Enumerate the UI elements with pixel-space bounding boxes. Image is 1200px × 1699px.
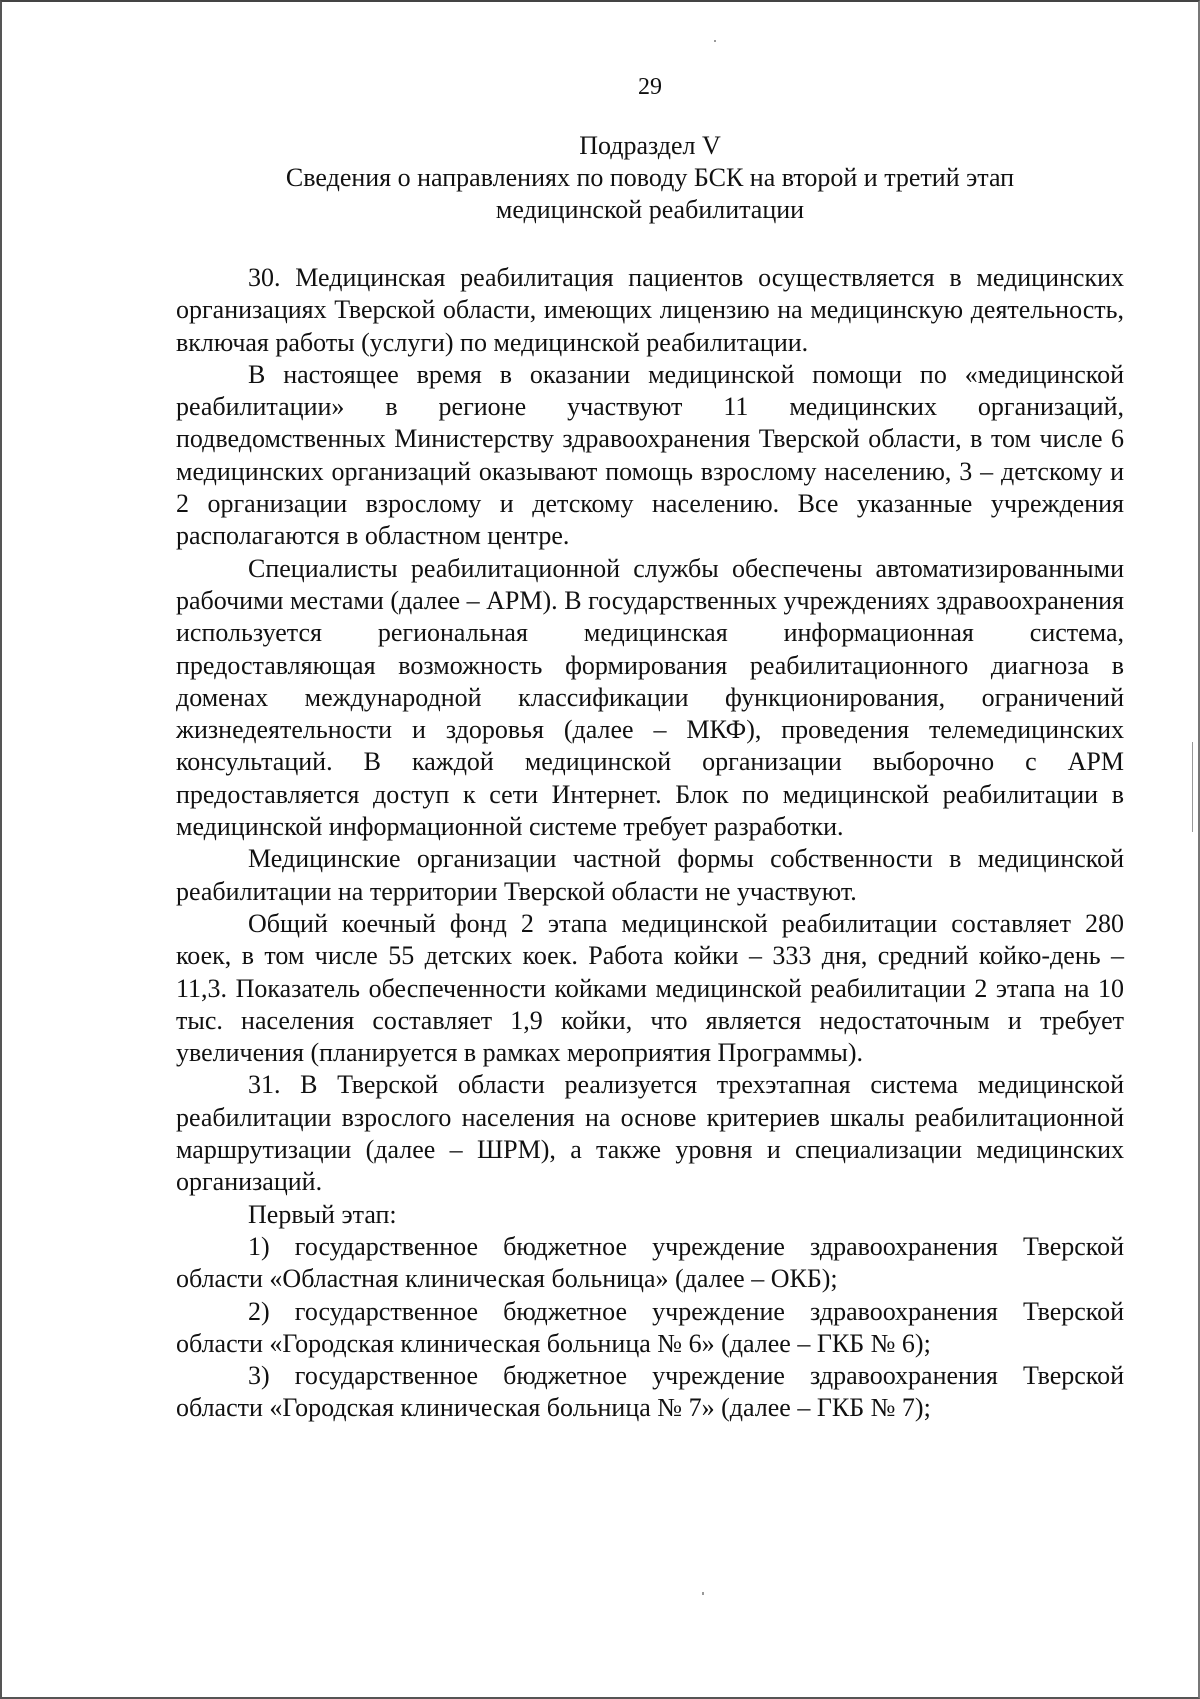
paragraph: В настоящее время в оказании медицинской помощи по «медицинской реабилитации» в регионе участвуют 11 медицинских организаций, подведомственных Министерству здравоохранения Тверской области, в том числе 6 медицинских организаций оказывают помощь взрослому населению, 3 – детскому и 2 организации взрослому и детскому населению. Все указанные учреждения располагаются в областном центре.	[176, 359, 1124, 551]
section-heading	[2, 130, 1200, 226]
paragraph: 30. Медицинская реабилитация пациентов осуществляется в медицинских организациях Тверской области, имеющих лицензию на медицинскую деятельность, включая работы (услуги) по медицинской реабилитации.	[176, 263, 1124, 357]
heading-line-3: медицинской реабилитации	[495, 195, 805, 224]
scan-artifact	[714, 40, 716, 42]
list-item: 3) государственное бюджетное учреждение здравоохранения Тверской области «Городская клиническая больница № 7» (далее – ГКБ № 7);	[176, 1361, 1124, 1423]
paragraph: 31. В Тверской области реализуется трехэтапная система медицинской реабилитации взрослого населения на основе критериев шкалы реабилитационной маршрутизации (далее – ШРМ), а также уровня и специализации медицинских организаций.	[176, 1070, 1124, 1197]
scan-artifact	[702, 1592, 704, 1595]
heading-line-1: Подраздел V	[579, 131, 721, 160]
paragraph: Медицинские организации частной формы собственности в медицинской реабилитации на территории Тверской области не участвуют.	[176, 844, 1124, 906]
list-item: 1) государственное бюджетное учреждение здравоохранения Тверской области «Областная клиническая больница» (далее – ОКБ);	[176, 1231, 1124, 1294]
document-body	[176, 262, 1124, 1425]
list-item: 2) государственное бюджетное учреждение здравоохранения Тверской области «Городская клиническая больница № 6» (далее – ГКБ № 6);	[176, 1296, 1124, 1358]
paragraph: Общий коечный фонд 2 этапа медицинской реабилитации составляет 280 коек, в том числе 55 детских коек. Работа койки – 333 дня, средний койко-день – 11,3. Показатель обеспеченности койками медицинской реабилитации 2 этапа на 10 тыс. населения составляет 1,9 койки, что является недостаточным и требует увеличения (планируется в рамках мероприятия Программы).	[176, 908, 1124, 1068]
paragraph: Специалисты реабилитационной службы обеспечены автоматизированными рабочими местами (далее – АРМ). В государственных учреждениях здравоохранения используется региональная медицинская информационная система, предоставляющая возможность формирования реабилитационного диагноза в доменах международной классификации функционирования, ограничений жизнедеятельности и здоровья (далее – МКФ), проведения телемедицинских консультаций. В каждой медицинской организации выборочно с АРМ предоставляется доступ к сети Интернет. Блок по медицинской реабилитации в медицинской информационной системе требует разработки.	[176, 553, 1124, 842]
scan-artifact	[1192, 742, 1193, 832]
paragraph: Первый этап:	[248, 1199, 397, 1229]
heading-line-2: Сведения о направлениях по поводу БСК на второй и третий этап	[285, 163, 1015, 192]
page-number: 29	[638, 74, 662, 100]
